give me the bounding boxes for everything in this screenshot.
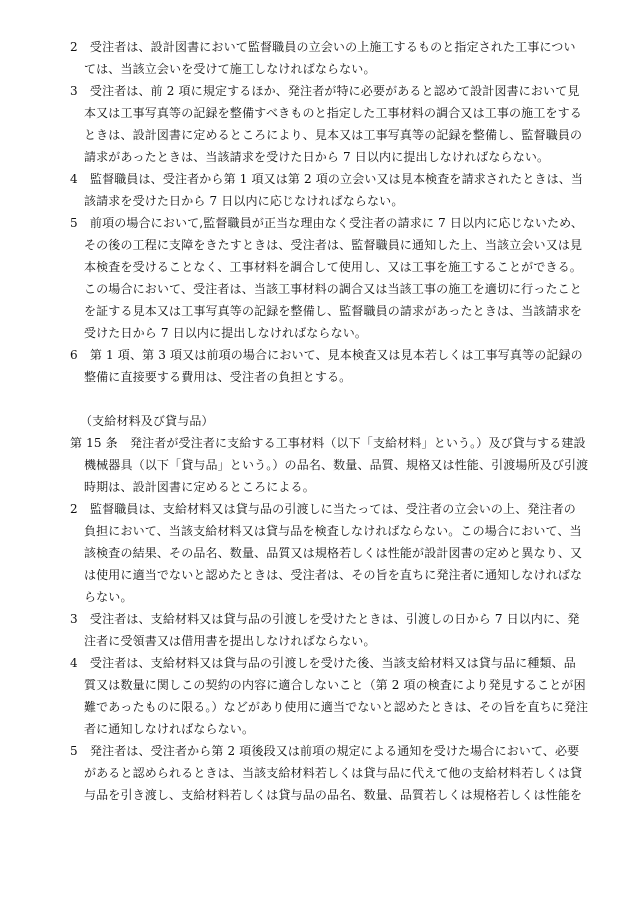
paragraph-line: は使用に適当でないと認めたときは、受注者は、その旨を直ちに発注者に通知しなければな	[84, 568, 583, 582]
paragraph-line: 質又は数量に関しこの契約の内容に適合しないこと（第 2 項の検査により発見することが困	[84, 678, 586, 692]
paragraph-line: を証する見本又は工事写真等の記録を整備し、監督職員の請求があったときは、当該請求を	[84, 304, 583, 318]
article-line: 第 15 条 発注者が受注者に支給する工事材料（以下「支給材料」という。）及び貸与する建設	[70, 436, 586, 450]
paragraph-line: 4 監督職員は、受注者から第 1 項又は第 2 項の立会い又は見本検査を請求されたときは、当	[70, 172, 584, 186]
paragraph-line: 時期は、設計図書に定めるところによる。	[84, 480, 315, 494]
section-heading: （支給材料及び貸与品）	[80, 414, 214, 428]
paragraph-line: 整備に直接要する費用は、受注者の負担とする。	[84, 370, 352, 384]
paragraph-line: 5 前項の場合において,監督職員が正当な理由なく受注者の請求に 7 日以内に応じないため、	[70, 216, 583, 230]
paragraph-line: 3 受注者は、前 2 項に規定するほか、発注者が特に必要があると認めて設計図書において見	[70, 84, 580, 98]
paragraph-line: 2 監督職員は、支給材料又は貸与品の引渡しに当たっては、受注者の立会いの上、発注者の	[70, 502, 576, 516]
paragraph-line: 機械器具（以下「貸与品」という。）の品名、数量、品質、規格又は性能、引渡場所及び引渡	[84, 458, 589, 472]
paragraph-line: 負担において、当該支給材料又は貸与品を検査しなければならない。この場合において、当	[84, 524, 582, 538]
paragraph-line: 4 受注者は、支給材料又は貸与品の引渡しを受けた後、当該支給材料又は貸与品に種類、品	[70, 656, 576, 670]
paragraph-line: 5 発注者は、受注者から第 2 項後段又は前項の規定による通知を受けた場合において、必要	[70, 744, 580, 758]
blank-line	[70, 388, 570, 410]
paragraph-line: 受けた日から 7 日以内に提出しなければならない。	[84, 326, 368, 340]
paragraph-line: ときは、設計図書に定めるところにより、見本又は工事写真等の記録を整備し、監督職員の	[84, 128, 583, 142]
paragraph-line: らない。	[84, 590, 133, 604]
paragraph-line: 6 第 1 項、第 3 項又は前項の場合において、見本検査又は見本若しくは工事写真等の記録の	[70, 348, 583, 362]
paragraph-line: 与品を引き渡し、支給材料若しくは貸与品の品名、数量、品質若しくは規格若しくは性能を	[84, 788, 583, 802]
paragraph-line: 2 受注者は、設計図書において監督職員の立会いの上施工するものと指定された工事につい	[70, 40, 576, 54]
paragraph-line: 注者に受領書又は借用書を提出しなければならない。	[84, 634, 376, 648]
paragraph-line: 難であったものに限る。）などがあり使用に適当でないと認めたときは、その旨を直ちに発注	[84, 700, 589, 714]
paragraph-line: 請求があったときは、当該請求を受けた日から 7 日以内に提出しなければならない。	[84, 150, 550, 164]
paragraph-line: 者に通知しなければならない。	[84, 722, 255, 736]
paragraph-line: があると認められるときは、当該支給材料若しくは貸与品に代えて他の支給材料若しくは貸	[84, 766, 583, 780]
paragraph-line: 本検査を受けることなく、工事材料を調合して使用し、又は工事を施工することができる。	[84, 260, 582, 274]
paragraph-line: その後の工程に支障をきたすときは、受注者は、監督職員に通知した上、当該立会い又は見	[84, 238, 583, 252]
paragraph-line: この場合において、受注者は、当該工事材料の調合又は当該工事の施工を適切に行ったこと	[84, 282, 582, 296]
paragraph-line: 該請求を受けた日から 7 日以内に応じなければならない。	[84, 194, 404, 208]
paragraph-line: 3 受注者は、支給材料又は貸与品の引渡しを受けたときは、引渡しの日から 7 日以内に、発	[70, 612, 580, 626]
paragraph-line: 本又は工事写真等の記録を整備すべきものと指定した工事材料の調合又は工事の施工をする	[84, 106, 582, 120]
document-page	[70, 36, 589, 806]
paragraph-line: 該検査の結果、その品名、数量、品質又は規格若しくは性能が設計図書の定めと異なり、又	[84, 546, 583, 560]
paragraph-line: ては、当該立会いを受けて施工しなければならない。	[84, 62, 376, 76]
